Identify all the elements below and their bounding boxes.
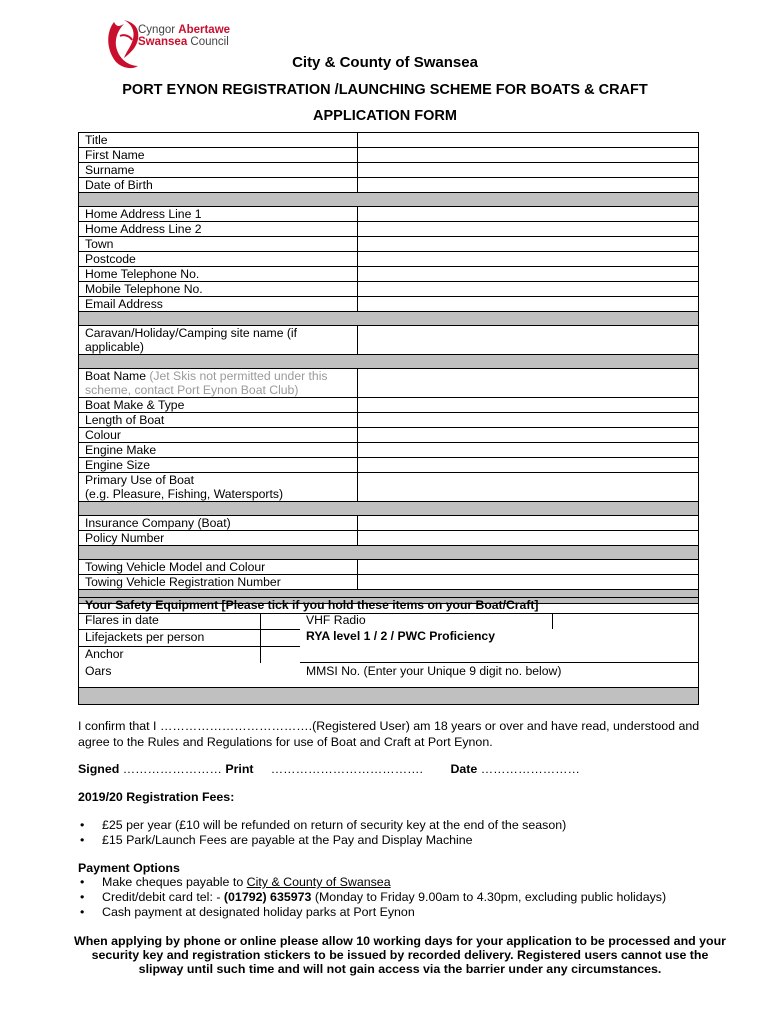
title-label: Title (79, 133, 358, 148)
engine-make-label: Engine Make (79, 443, 358, 458)
mobile-telephone-field[interactable] (358, 282, 699, 297)
boat-name-label: Boat Name (Jet Skis not permitted under this scheme, contact Port Eynon Boat Club) (79, 369, 358, 398)
engine-size-field[interactable] (358, 458, 699, 473)
town-label: Town (79, 237, 358, 252)
signed-field[interactable]: …………………… (119, 762, 226, 776)
policy-label: Policy Number (79, 531, 358, 546)
towing-model-field[interactable] (358, 560, 699, 575)
signed-label: Signed (78, 762, 120, 776)
towing-registration-field[interactable] (358, 575, 699, 590)
primary-use-field[interactable] (358, 473, 699, 502)
logo-text: Cyngor Abertawe Swansea Council (138, 24, 231, 48)
town-field[interactable] (358, 237, 699, 252)
surname-field[interactable] (358, 163, 699, 178)
processing-notice: When applying by phone or online please allow 10 working days for your application to be processed and your security key and registration stickers to be issued by recorded delivery. Registered users cannot use the slipway until such time and will not gain access via the barrier under any circumstances. (74, 934, 726, 976)
vhf-label: VHF Radio (306, 613, 366, 627)
postcode-field[interactable] (358, 252, 699, 267)
section-divider (79, 502, 699, 516)
confirmation-text: I confirm that I ……………………………….(Registered User) am 18 years or over and have read, understood and agree to the Rules and Regulations for use of Boat and Craft at Port Eynon. (78, 719, 700, 749)
signature-line (78, 761, 703, 777)
towing-model-label: Towing Vehicle Model and Colour (79, 560, 358, 575)
first-name-label: First Name (79, 148, 358, 163)
boat-make-label: Boat Make & Type (79, 398, 358, 413)
fees-list (78, 818, 703, 848)
address-line2-field[interactable] (358, 222, 699, 237)
date-label: Date (450, 762, 478, 776)
title-field[interactable] (358, 133, 699, 148)
payment-card: • Credit/debit card tel: - (01792) 635973 (Monday to Friday 9.00am to 4.30pm, excluding public holidays) (78, 890, 703, 905)
rya-label: RYA level 1 / 2 / PWC Proficiency (306, 629, 495, 643)
home-telephone-field[interactable] (358, 267, 699, 282)
colour-field[interactable] (358, 428, 699, 443)
policy-field[interactable] (358, 531, 699, 546)
boat-name-field[interactable] (358, 369, 699, 398)
mmsi-entry-bar[interactable] (79, 687, 698, 704)
print-label: Print (225, 762, 254, 776)
mobile-telephone-label: Mobile Telephone No. (79, 282, 358, 297)
home-telephone-label: Home Telephone No. (79, 267, 358, 282)
address-line2-label: Home Address Line 2 (79, 222, 358, 237)
dob-label: Date of Birth (79, 178, 358, 193)
section-divider (79, 312, 699, 326)
boat-make-field[interactable] (358, 398, 699, 413)
insurance-field[interactable] (358, 516, 699, 531)
anchor-label: Anchor (85, 647, 124, 661)
payment-cash: • Cash payment at designated holiday parks at Port Eynon (78, 905, 703, 920)
lifejackets-label: Lifejackets per person (85, 630, 205, 644)
boat-length-field[interactable] (358, 413, 699, 428)
payment-heading: Payment Options (78, 861, 180, 875)
form-subtitle: APPLICATION FORM (313, 108, 457, 124)
engine-make-field[interactable] (358, 443, 699, 458)
address-line1-label: Home Address Line 1 (79, 207, 358, 222)
print-field[interactable]: ………………………………. (270, 762, 423, 776)
boat-name-hint: (Jet Skis not permitted under this scheme, contact Port Eynon Boat Club) (85, 369, 328, 397)
safety-header: Your Safety Equipment [Please tick if you hold these items on your Boat/Craft] (79, 598, 698, 614)
fee-item: • £25 per year (£10 will be refunded on return of security key at the end of the season) (78, 818, 703, 833)
payment-cheque: • Make cheques payable to City & County of Swansea (78, 875, 703, 890)
flares-tick[interactable] (265, 613, 295, 629)
site-name-field[interactable] (358, 326, 699, 355)
engine-size-label: Engine Size (79, 458, 358, 473)
dob-field[interactable] (358, 178, 699, 193)
oars-label: Oars (85, 664, 112, 678)
vhf-tick[interactable] (557, 613, 692, 629)
site-name-label: Caravan/Holiday/Camping site name (if applicable) (79, 326, 358, 355)
fees-heading: 2019/20 Registration Fees: (78, 790, 235, 804)
form-title: PORT EYNON REGISTRATION /LAUNCHING SCHEME FOR BOATS & CRAFT (122, 82, 648, 98)
application-form-table (78, 132, 699, 604)
first-name-field[interactable] (358, 148, 699, 163)
postcode-label: Postcode (79, 252, 358, 267)
flares-label: Flares in date (85, 613, 159, 627)
org-name: City & County of Swansea (292, 54, 478, 71)
mmsi-label: MMSI No. (Enter your Unique 9 digit no. below) (306, 664, 562, 678)
primary-use-label: Primary Use of Boat (e.g. Pleasure, Fishing, Watersports) (79, 473, 358, 502)
insurance-label: Insurance Company (Boat) (79, 516, 358, 531)
safety-equipment-box (78, 597, 699, 705)
email-field[interactable] (358, 297, 699, 312)
surname-label: Surname (79, 163, 358, 178)
section-divider (79, 193, 699, 207)
section-divider (79, 546, 699, 560)
towing-registration-label: Towing Vehicle Registration Number (79, 575, 358, 590)
payment-list (78, 875, 703, 920)
boat-length-label: Length of Boat (79, 413, 358, 428)
section-divider (79, 355, 699, 369)
colour-label: Colour (79, 428, 358, 443)
fee-item: • £15 Park/Launch Fees are payable at the Pay and Display Machine (78, 833, 703, 848)
address-line1-field[interactable] (358, 207, 699, 222)
date-field[interactable]: …………………… (477, 762, 580, 776)
email-label: Email Address (79, 297, 358, 312)
